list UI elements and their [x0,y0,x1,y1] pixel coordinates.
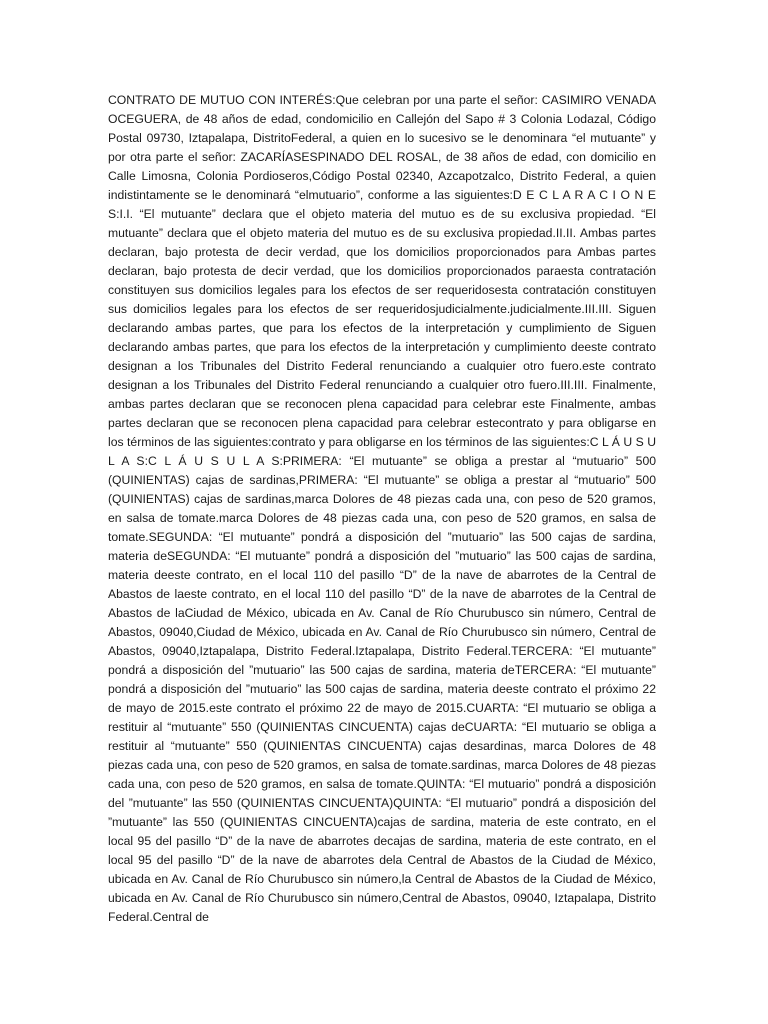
contract-body-text: CONTRATO DE MUTUO CON INTERÉS:Que celebran por una parte el señor: CASIMIRO VENADA OCEGUERA, de 48 años de edad, condomicilio en Callejón del Sapo # 3 Colonia Lodazal, Código Postal 09730, Iztapalapa, DistritoFederal, a quien en lo sucesivo se le denominara “el mutuante” y por otra parte el señor: ZACARÍASESPINADO DEL ROSAL, de 38 años de edad, con domicilio en Calle Limosna, Colonia Pordioseros,Código Postal 02340, Azcapotzalco, Distrito Federal, a quien indistintamente se le denominará “elmutuario”, conforme a las siguientes:D E C L A R A C I O N E S:I.I. “El mutuante” declara que el objeto materia del mutuo es de su exclusiva propiedad. “El mutuante” declara que el objeto materia del mutuo es de su exclusiva propiedad.II.II. Ambas partes declaran, bajo protesta de decir verdad, que los domicilios proporcionados para Ambas partes declaran, bajo protesta de decir verdad, que los domicilios proporcionados paraesta contratación constituyen sus domicilios legales para los efectos de ser requeridosesta contratación constituyen sus domicilios legales para los efectos de ser requeridosjudicialmente.judicialmente.III.III. Siguen declarando ambas partes, que para los efectos de la interpretación y cumplimiento de Siguen declarando ambas partes, que para los efectos de la interpretación y cumplimiento deeste contrato designan a los Tribunales del Distrito Federal renunciando a cualquier otro fuero.este contrato designan a los Tribunales del Distrito Federal renunciando a cualquier otro fuero.III.III. Finalmente, ambas partes declaran que se reconocen plena capacidad para celebrar este Finalmente, ambas partes declaran que se reconocen plena capacidad para celebrar estecontrato y para obligarse en los términos de las siguientes:contrato y para obligarse en los términos de las siguientes:C L Á U S U L A S:C L Á U S U L A S:PRIMERA: “El mutuante” se obliga a prestar al “mutuario” 500 (QUINIENTAS) cajas de sardinas,PRIMERA: “El mutuante” se obliga a prestar al “mutuario” 500 (QUINIENTAS) cajas de sardinas,marca Dolores de 48 piezas cada una, con peso de 520 gramos, en salsa de tomate.marca Dolores de 48 piezas cada una, con peso de 520 gramos, en salsa de tomate.SEGUNDA: “El mutuante” pondrá a disposición del ”mutuario” las 500 cajas de sardina, materia deSEGUNDA: “El mutuante” pondrá a disposición del ”mutuario” las 500 cajas de sardina, materia deeste contrato, en el local 110 del pasillo “D” de la nave de abarrotes de la Central de Abastos de laeste contrato, en el local 110 del pasillo “D” de la nave de abarrotes de la Central de Abastos de laCiudad de México, ubicada en Av. Canal de Río Churubusco sin número, Central de Abastos, 09040,Ciudad de México, ubicada en Av. Canal de Río Churubusco sin número, Central de Abastos, 09040,Iztapalapa, Distrito Federal.Iztapalapa, Distrito Federal.TERCERA: “El mutuante” pondrá a disposición del ”mutuario” las 500 cajas de sardina, materia deTERCERA: “El mutuante” pondrá a disposición del ”mutuario” las 500 cajas de sardina, materia deeste contrato el próximo 22 de mayo de 2015.este contrato el próximo 22 de mayo de 2015.CUARTA: “El mutuario se obliga a restituir al “mutuante” 550 (QUINIENTAS CINCUENTA) cajas deCUARTA: “El mutuario se obliga a restituir al “mutuante” 550 (QUINIENTAS CINCUENTA) cajas desardinas, marca Dolores de 48 piezas cada una, con peso de 520 gramos, en salsa de tomate.sardinas, marca Dolores de 48 piezas cada una, con peso de 520 gramos, en salsa de tomate.QUINTA: “El mutuario” pondrá a disposición del ”mutuante” las 550 (QUINIENTAS CINCUENTA)QUINTA: “El mutuario” pondrá a disposición del ”mutuante” las 550 (QUINIENTAS CINCUENTA)cajas de sardina, materia de este contrato, en el local 95 del pasillo “D” de la nave de abarrotes decajas de sardina, materia de este contrato, en el local 95 del pasillo “D” de la nave de abarrotes dela Central de Abastos de la Ciudad de México, ubicada en Av. Canal de Río Churubusco sin número,la Central de Abastos de la Ciudad de México, ubicada en Av. Canal de Río Churubusco sin número,Central de Abastos, 09040, Iztapalapa, Distrito Federal.Central de [108,93,656,924]
